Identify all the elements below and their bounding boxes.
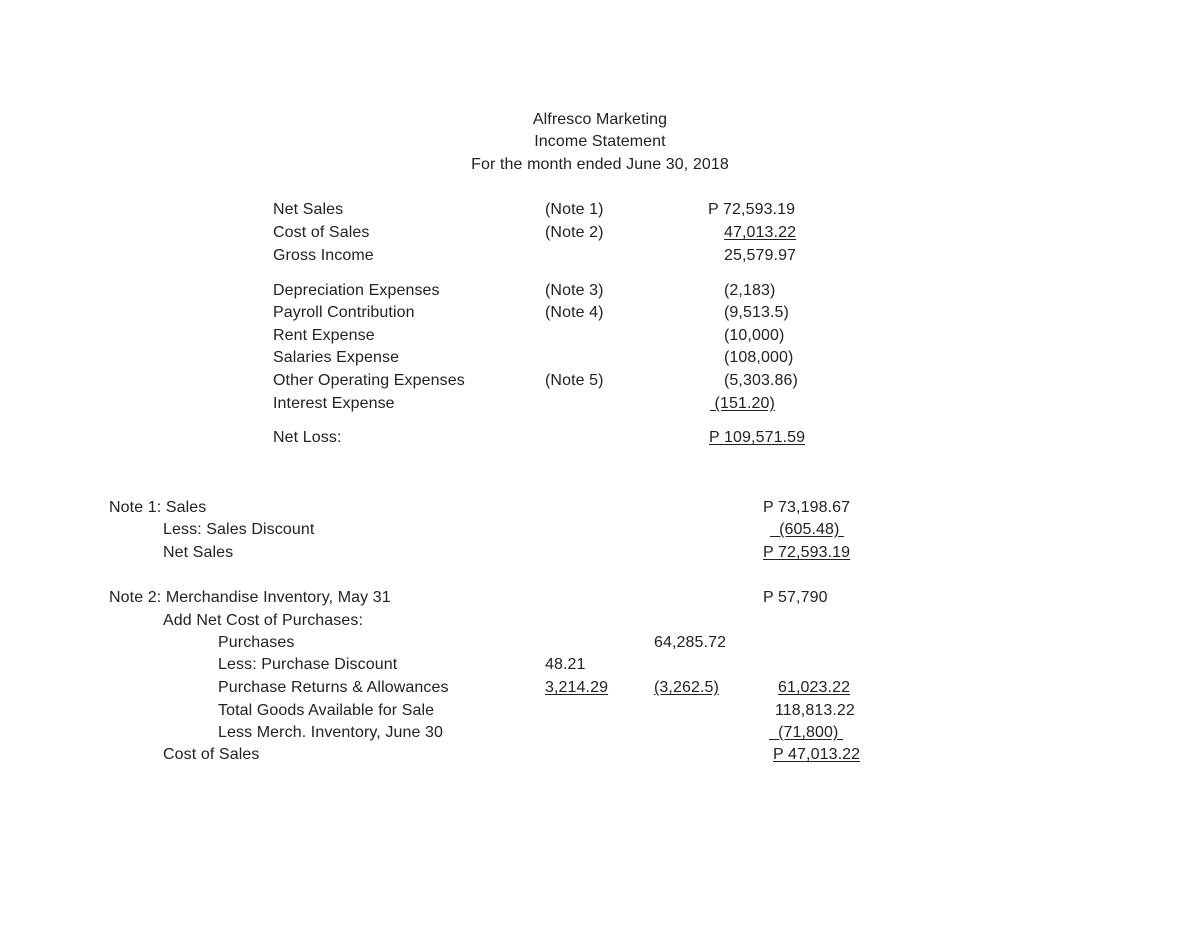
payroll-label: Payroll Contribution	[273, 304, 415, 321]
note2-purchase-discount-amount: 48.21	[545, 656, 586, 673]
other-operating-note: (Note 5)	[545, 372, 604, 389]
salaries-amount: (108,000)	[724, 349, 794, 366]
depreciation-label: Depreciation Expenses	[273, 282, 440, 299]
note1-net-sales-label: Net Sales	[163, 544, 234, 561]
note2-inventory-may-amount: P 57,790	[763, 589, 828, 606]
other-operating-amount: (5,303.86)	[724, 372, 798, 389]
note1-discount-amount: (605.48)	[770, 521, 845, 538]
note2-purchases-amount: 64,285.72	[654, 634, 727, 651]
payroll-amount: (9,513.5)	[724, 304, 789, 321]
note2-goods-available-amount: 118,813.22	[775, 702, 855, 719]
interest-amount: (151.20)	[710, 395, 775, 412]
note2-cost-of-sales-amount: P 47,013.22	[773, 746, 861, 763]
net-sales-note: (Note 1)	[545, 201, 604, 218]
net-loss-label: Net Loss:	[273, 429, 342, 446]
note2-returns-subtotal: (3,262.5)	[654, 679, 719, 696]
gross-income-label: Gross Income	[273, 247, 374, 264]
note1-discount-label: Less: Sales Discount	[163, 521, 315, 538]
note2-returns-amount: 3,214.29	[545, 679, 609, 696]
salaries-label: Salaries Expense	[273, 349, 400, 366]
interest-label: Interest Expense	[273, 395, 395, 412]
note2-goods-available-label: Total Goods Available for Sale	[218, 702, 435, 719]
net-loss-amount: P 109,571.59	[709, 429, 806, 446]
statement-period: For the month ended June 30, 2018	[471, 156, 729, 173]
cost-of-sales-label: Cost of Sales	[273, 224, 370, 241]
note2-inventory-june-label: Less Merch. Inventory, June 30	[218, 724, 444, 741]
gross-income-amount: 25,579.97	[724, 247, 797, 264]
net-sales-amount: P 72,593.19	[708, 201, 796, 218]
note2-returns-label: Purchase Returns & Allowances	[218, 679, 449, 696]
note2-purchases-label: Purchases	[218, 634, 295, 651]
payroll-note: (Note 4)	[545, 304, 604, 321]
company-name: Alfresco Marketing	[532, 111, 668, 128]
cost-of-sales-note: (Note 2)	[545, 224, 604, 241]
depreciation-amount: (2,183)	[724, 282, 776, 299]
rent-amount: (10,000)	[724, 327, 785, 344]
depreciation-note: (Note 3)	[545, 282, 604, 299]
note1-sales-amount: P 73,198.67	[763, 499, 851, 516]
note2-cost-of-sales-label: Cost of Sales	[163, 746, 260, 763]
note1-sales-label: Note 1: Sales	[109, 499, 207, 516]
statement-title: Income Statement	[534, 133, 666, 150]
note2-purchase-discount-label: Less: Purchase Discount	[218, 656, 398, 673]
other-operating-label: Other Operating Expenses	[273, 372, 465, 389]
note2-add-net-cost-label: Add Net Cost of Purchases:	[163, 612, 364, 629]
note2-returns-total: 61,023.22	[778, 679, 851, 696]
cost-of-sales-amount: 47,013.22	[724, 224, 797, 241]
note2-inventory-june-amount: (71,800)	[769, 724, 844, 741]
note2-inventory-may-label: Note 2: Merchandise Inventory, May 31	[109, 589, 391, 606]
rent-label: Rent Expense	[273, 327, 375, 344]
note1-net-sales-amount: P 72,593.19	[763, 544, 851, 561]
net-sales-label: Net Sales	[273, 201, 344, 218]
